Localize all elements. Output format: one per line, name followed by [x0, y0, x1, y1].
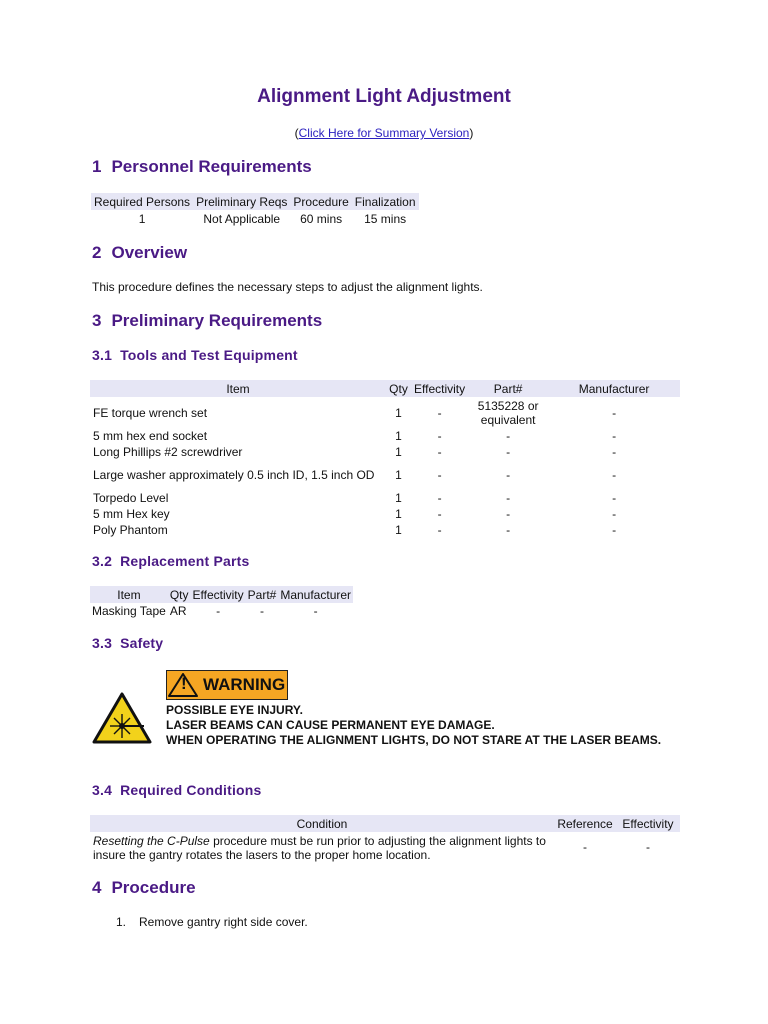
table-cell: -: [437, 429, 442, 443]
condition-procedure-name: Resetting the C-Pulse: [93, 834, 210, 848]
table-row: [90, 397, 680, 428]
column-header: Condition: [90, 815, 554, 832]
table-cell: -: [437, 468, 442, 482]
table-row: [90, 428, 680, 444]
subsection-heading-replacement-parts: [92, 553, 250, 569]
procedure-step: [116, 915, 308, 929]
section-number: 3.4: [92, 782, 113, 798]
section-title: Procedure: [111, 878, 196, 897]
table-cell: Torpedo Level: [93, 491, 169, 505]
table-cell: -: [612, 445, 617, 459]
warning-label: WARNING: [203, 675, 286, 694]
table-cell: 1: [395, 405, 402, 420]
table-cell: 1: [395, 468, 402, 482]
table-cell: FE torque wrench set: [93, 405, 208, 420]
table-cell: Large washer approximately 0.5 inch ID, 1.5 inch OD: [93, 468, 375, 482]
section-heading-procedure: [92, 878, 196, 898]
table-row: [90, 490, 680, 506]
table-cell: Poly Phantom: [93, 523, 168, 537]
section-number: 3.1: [92, 347, 113, 363]
column-header: Item: [90, 586, 168, 603]
table-cell: -: [216, 604, 221, 618]
overview-paragraph: This procedure defines the necessary steps to adjust the alignment lights.: [92, 280, 483, 294]
tools-table: [90, 380, 680, 538]
column-header: Part#: [247, 587, 277, 602]
table-cell: -: [506, 523, 511, 537]
summary-open-paren: (: [294, 126, 299, 140]
table-cell: -: [612, 429, 617, 443]
table-row: [91, 210, 419, 226]
table-header-row: [91, 193, 419, 210]
column-header: Item: [90, 380, 386, 397]
table-row: [90, 506, 680, 522]
column-header: Finalization: [352, 193, 419, 210]
table-cell: Not Applicable: [203, 212, 281, 226]
table-cell: -: [583, 840, 587, 854]
table-row: [90, 603, 353, 619]
table-cell: 5135228 or equivalent: [477, 398, 539, 427]
table-row: [90, 832, 680, 862]
table-cell: -: [612, 468, 617, 482]
table-cell: 15 mins: [364, 212, 407, 226]
column-header: Qty: [169, 587, 189, 602]
section-number: 4: [92, 878, 102, 897]
section-title: Preliminary Requirements: [111, 311, 323, 330]
summary-line: [0, 126, 768, 140]
table-cell: -: [437, 507, 442, 521]
table-cell: -: [506, 445, 511, 459]
table-cell: 1: [395, 507, 402, 521]
table-header-row: [90, 586, 353, 603]
table-cell: -: [612, 491, 617, 505]
section-number: 1: [92, 157, 102, 176]
table-cell: AR: [169, 604, 187, 618]
section-title: Replacement Parts: [120, 553, 250, 569]
warning-exclamation: !: [181, 674, 187, 693]
subsection-heading-tools: [92, 347, 298, 363]
table-cell: -: [506, 429, 511, 443]
section-title: Overview: [111, 243, 188, 262]
page-title: Alignment Light Adjustment: [257, 86, 511, 107]
section-number: 3.2: [92, 553, 113, 569]
table-cell: -: [506, 507, 511, 521]
table-cell: Masking Tape: [92, 604, 166, 618]
column-header: Manufacturer: [548, 380, 680, 397]
table-cell: Long Phillips #2 screwdriver: [93, 445, 243, 459]
section-number: 3.3: [92, 635, 113, 651]
warning-line: WHEN OPERATING THE ALIGNMENT LIGHTS, DO NOT STARE AT THE LASER BEAMS.: [166, 733, 662, 747]
table-cell: -: [506, 468, 511, 482]
table-cell: -: [646, 840, 650, 854]
column-header: Effectivity: [411, 380, 468, 397]
section-title: Tools and Test Equipment: [120, 347, 298, 363]
column-header: Effectivity: [616, 815, 680, 832]
warning-banner: [166, 670, 288, 700]
column-header: Manufacturer: [280, 587, 352, 602]
table-cell: 1: [395, 491, 402, 505]
table-cell: 1: [395, 445, 402, 459]
table-cell: -: [437, 523, 442, 537]
table-cell: 60 mins: [300, 212, 343, 226]
table-cell: 1: [395, 523, 402, 537]
table-row: [90, 444, 680, 460]
table-cell: -: [437, 445, 442, 459]
section-number: 3: [92, 311, 102, 330]
warning-line: LASER BEAMS CAN CAUSE PERMANENT EYE DAMAGE.: [166, 718, 495, 732]
table-cell: 1: [138, 212, 146, 226]
replacement-parts-table: [90, 586, 353, 619]
summary-close-paren: ): [469, 126, 474, 140]
step-number: 1.: [116, 915, 127, 929]
table-header-row: [90, 380, 680, 397]
section-title: Safety: [120, 635, 164, 651]
column-header: Part#: [468, 380, 548, 397]
column-header: Preliminary Reqs: [193, 193, 290, 210]
section-heading-preliminary: [92, 311, 322, 331]
subsection-heading-safety: [92, 635, 163, 651]
table-cell: [90, 832, 554, 862]
table-cell: -: [259, 604, 264, 618]
subsection-heading-required-conditions: [92, 782, 262, 798]
table-cell: -: [612, 523, 617, 537]
column-header: Effectivity: [192, 587, 244, 602]
table-cell: -: [437, 405, 442, 420]
personnel-table: [91, 193, 419, 226]
warning-text: [166, 703, 666, 748]
table-cell: 5 mm hex end socket: [93, 429, 208, 443]
table-row: [90, 460, 680, 490]
table-header-row: [90, 815, 680, 832]
section-title: Personnel Requirements: [111, 157, 312, 176]
table-cell: -: [612, 405, 617, 420]
required-conditions-table: [90, 815, 680, 862]
table-cell: -: [437, 491, 442, 505]
section-heading-personnel: [92, 157, 312, 177]
table-cell: -: [612, 507, 617, 521]
section-number: 2: [92, 243, 102, 262]
laser-hazard-icon: [92, 692, 152, 749]
summary-version-link[interactable]: Click Here for Summary Version: [298, 126, 470, 140]
section-title: Required Conditions: [120, 782, 262, 798]
table-cell: 1: [395, 429, 402, 443]
condition-text: procedure must be run prior to adjusting the alignment lights to insure the gantry rotates the lasers to the proper home location.: [93, 834, 546, 862]
section-heading-overview: [92, 243, 187, 263]
table-row: [90, 522, 680, 538]
column-header: Qty: [386, 380, 411, 397]
column-header: Procedure: [290, 193, 351, 210]
warning-line: POSSIBLE EYE INJURY.: [166, 703, 303, 717]
table-cell: 5 mm Hex key: [93, 507, 170, 521]
column-header: Reference: [554, 815, 616, 832]
table-cell: -: [506, 491, 511, 505]
step-text: Remove gantry right side cover.: [139, 915, 308, 929]
table-cell: -: [313, 604, 318, 618]
column-header: Required Persons: [91, 193, 193, 210]
